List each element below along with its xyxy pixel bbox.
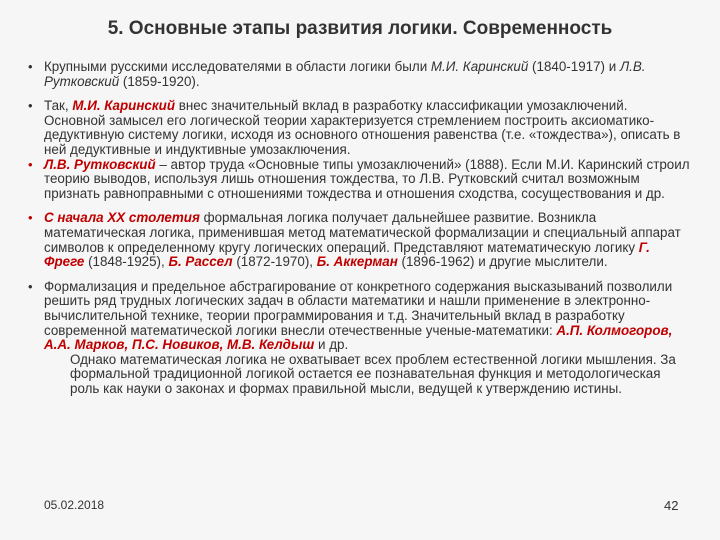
paragraph-text: и др. (314, 337, 349, 353)
bullet-icon: • (28, 210, 33, 226)
footer-date: 05.02.2018 (44, 498, 105, 512)
name-karinsky: М.И. Каринский (72, 98, 175, 114)
paragraph-conclusion (26, 353, 692, 397)
slide-body (26, 60, 692, 396)
names-soviet-mathematicians: А.П. Колмогоров, А.А. Марков, П.С. Новиков, М.В. Келдыш (44, 322, 673, 353)
page-number: 42 (664, 498, 679, 513)
paragraph-mathematical-logic (26, 211, 692, 269)
bullet-icon: • (28, 98, 33, 114)
paragraph-text: (1859-1920). (119, 73, 200, 89)
paragraph-text: (1848-1925), (84, 254, 169, 270)
name-russell: Б. Рассел (168, 254, 233, 270)
name-karinsky: М.И. Каринский (430, 59, 529, 74)
name-rutkovsky: Л.В. Рутковский (44, 156, 156, 172)
paragraph-text: Формализация и предельное абстрагирование от конкретного содержания высказываний позволили решить ряд трудных логических задач в области математики и нашли применение в электронно-вычислительной технике, теории программирования и т.д. Значительный вклад в разработку современной математической логики внесли отечественные ученые-математики: (44, 278, 673, 338)
paragraph-text: (1872-1970), (232, 254, 317, 270)
paragraph-russian-researchers (26, 60, 692, 89)
slide-title: 5. Основные этапы развития логики. Современность (107, 18, 613, 39)
name-rutkovsky: Л.В. Рутковский (44, 59, 646, 89)
paragraph-text: (1840-1917) и (528, 59, 620, 74)
paragraph-rutkovsky (26, 158, 692, 202)
paragraph-text: Крупными русскими исследователями в области логики были (44, 59, 431, 74)
bullet-icon: • (28, 59, 33, 74)
paragraph-text: внес значительный вклад в разработку классификации умозаключений. Основной замысел его логической теории характеризуется стремлением построить аксиоматико-дедуктивную систему логики, исходя из основного отношения равенства (т.е. «тождества»), описать в ней дедуктивные и индуктивные умозаключения. (44, 98, 681, 157)
name-frege: Г. Фреге (44, 239, 650, 270)
bullet-icon: • (28, 156, 33, 172)
emphasis-twentieth-century: С начала XX столетия (44, 210, 200, 226)
paragraph-text: Однако математическая логика не охватывает всех проблем естественной логики мышления. За формальной традиционной логикой остается ее познавательная функция и методологическая роль как науки о законах и формах правильной мысли, ведущей к утверждению истины. (70, 351, 676, 396)
paragraph-formalization (26, 280, 692, 353)
paragraph-text: – автор труда «Основные типы умозаключений» (1888). Если М.И. Каринский строил теорию выводов, используя лишь отношения тождества, то Л.В. Рутковский считал возможным признать равноправными с отношениями тождества и отношения сходства, сосуществования и др. (44, 156, 690, 201)
bullet-icon: • (28, 278, 33, 294)
paragraph-text: (1896-1962) и другие мыслители. (397, 254, 608, 270)
paragraph-karinsky (26, 99, 692, 157)
paragraph-text: формальная логика получает дальнейшее развитие. Возникла математическая логика, применившая метод математической формализации и специальный аппарат символов к определенному кругу логических операций. Представляют математическую логику (44, 210, 681, 255)
name-ackermann: Б. Аккерман (316, 254, 398, 270)
paragraph-text: Так, (44, 98, 73, 114)
